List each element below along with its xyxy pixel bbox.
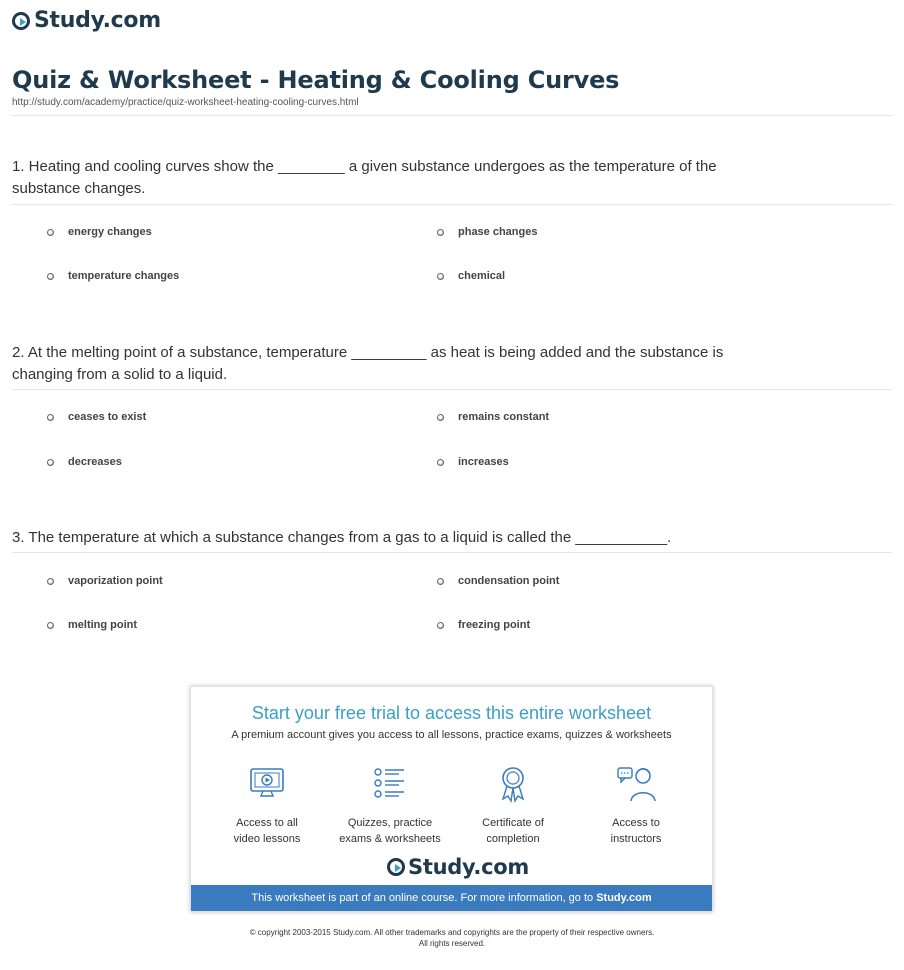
option-label: ceases to exist xyxy=(68,411,147,423)
radio-icon[interactable] xyxy=(437,229,444,236)
option-label: energy changes xyxy=(68,226,152,238)
page-url: http://study.com/academy/practice/quiz-worksheet-heating-cooling-curves.html xyxy=(12,97,359,108)
radio-icon[interactable] xyxy=(437,578,444,585)
answer-option[interactable] xyxy=(437,456,509,468)
copyright-line1: © copyright 2003-2015 Study.com. All other trademarks and copyrights are the property of their respective owners. xyxy=(249,928,655,937)
page-title: Quiz & Worksheet - Heating & Cooling Curves xyxy=(12,66,620,94)
radio-icon[interactable] xyxy=(437,459,444,466)
option-label: melting point xyxy=(68,619,138,631)
question-3-text: 3. The temperature at which a substance changes from a gas to a liquid is called the ___________. xyxy=(12,529,672,546)
option-label: temperature changes xyxy=(68,270,180,282)
option-label: decreases xyxy=(68,456,122,468)
feature-label-line1: Access to all xyxy=(236,817,298,829)
feature-certificate xyxy=(453,763,573,847)
answer-option[interactable] xyxy=(437,619,530,631)
radio-icon[interactable] xyxy=(47,229,54,236)
radio-icon[interactable] xyxy=(47,578,54,585)
course-info-bar xyxy=(191,885,712,911)
option-label: freezing point xyxy=(458,619,531,631)
checklist-icon xyxy=(369,763,411,805)
radio-icon[interactable] xyxy=(437,414,444,421)
answer-option[interactable] xyxy=(437,226,537,238)
study-link[interactable]: Study.com xyxy=(596,892,652,904)
option-label: increases xyxy=(458,456,509,468)
certificate-icon xyxy=(492,763,534,805)
feature-label-line1: Access to xyxy=(612,817,660,829)
copyright-line2: All rights reserved. xyxy=(418,939,486,948)
play-circle-icon xyxy=(12,12,30,30)
feature-label-line1: Certificate of xyxy=(482,817,544,829)
radio-icon[interactable] xyxy=(47,622,54,629)
option-label: condensation point xyxy=(458,575,560,587)
course-info-text: This worksheet is part of an online course. For more information, go to xyxy=(251,892,597,904)
answer-option[interactable] xyxy=(47,411,146,423)
free-trial-promo xyxy=(190,686,713,912)
option-label: remains constant xyxy=(458,411,550,423)
promo-heading[interactable]: Start your free trial to access this entire worksheet xyxy=(251,703,652,723)
option-label: chemical xyxy=(458,270,506,282)
answer-option[interactable] xyxy=(47,456,122,468)
radio-icon[interactable] xyxy=(47,459,54,466)
divider xyxy=(12,389,892,390)
answer-option[interactable] xyxy=(47,619,137,631)
feature-video-lessons xyxy=(207,763,327,847)
promo-subheading: A premium account gives you access to all lessons, practice exams, quizzes & worksheets xyxy=(231,729,672,741)
feature-label-line2: completion xyxy=(486,833,540,845)
question-2-text: 2. At the melting point of a substance, temperature _________ as heat is being added and the substance is changing from a solid to a liquid. xyxy=(12,344,724,383)
study-logo[interactable] xyxy=(12,8,161,33)
divider xyxy=(12,115,892,116)
study-logo[interactable] xyxy=(387,855,529,879)
option-label: vaporization point xyxy=(68,575,163,587)
logo-text: Study.com xyxy=(34,8,161,33)
radio-icon[interactable] xyxy=(47,273,54,280)
play-circle-icon xyxy=(387,858,405,876)
answer-option[interactable] xyxy=(47,270,179,282)
feature-quizzes xyxy=(330,763,450,847)
question-1-text: 1. Heating and cooling curves show the ________ a given substance undergoes as the temperature of the substance changes. xyxy=(12,158,717,197)
feature-instructors xyxy=(576,763,696,847)
feature-label-line2: video lessons xyxy=(233,833,301,845)
logo-text: Study.com xyxy=(408,855,529,879)
copyright xyxy=(150,927,754,949)
radio-icon[interactable] xyxy=(47,414,54,421)
feature-label-line2: instructors xyxy=(610,833,662,845)
answer-option[interactable] xyxy=(437,575,559,587)
option-label: phase changes xyxy=(458,226,538,238)
video-lesson-icon xyxy=(246,763,288,805)
radio-icon[interactable] xyxy=(437,622,444,629)
answer-option[interactable] xyxy=(437,270,505,282)
answer-option[interactable] xyxy=(437,411,549,423)
answer-option[interactable] xyxy=(47,575,163,587)
divider xyxy=(12,204,892,205)
divider xyxy=(12,552,892,553)
feature-label-line1: Quizzes, practice xyxy=(347,817,433,829)
feature-label-line2: exams & worksheets xyxy=(339,833,441,845)
instructor-chat-icon xyxy=(615,763,657,805)
radio-icon[interactable] xyxy=(437,273,444,280)
answer-option[interactable] xyxy=(47,226,152,238)
